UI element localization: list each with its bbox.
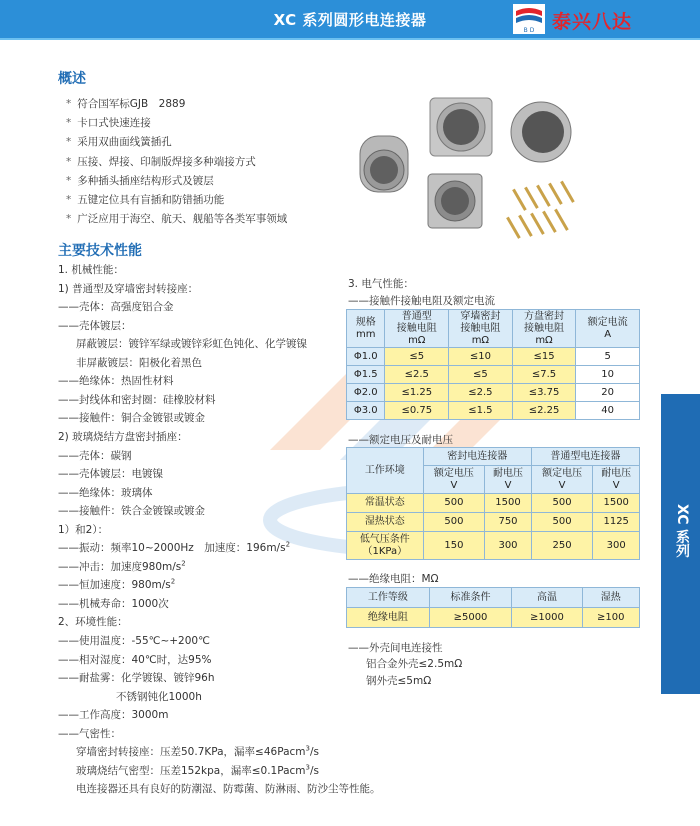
bullet-icon: * xyxy=(66,117,72,130)
spec-line: ——耐盐雾：化学镀镍、镀锌96h xyxy=(58,672,215,685)
overview-item-text: 五键定位具有盲插和防错插功能 xyxy=(77,194,225,206)
spec-line: ——机械寿命：1000次 xyxy=(58,597,169,610)
spec-line: ——冲击：加速度$980m/s^2$ xyxy=(58,559,186,573)
table-header-cell: 湿热 xyxy=(582,588,639,608)
spec-line: 电连接器还具有良好的防潮湿、防霉菌、防淋雨、防沙尘等性能。 xyxy=(76,783,381,796)
table-header-cell: 普通型 接触电阻 mΩ xyxy=(385,310,449,348)
aluminum-shell-line: 铝合金外壳≤2.5mΩ xyxy=(366,658,463,670)
table-cell: 1125 xyxy=(593,513,640,532)
table-cell: ≥1000 xyxy=(512,608,582,628)
table-cell: Φ2.0 xyxy=(347,384,385,402)
overview-item xyxy=(66,192,224,207)
spec-line: 1. 机械性能： xyxy=(58,264,124,276)
table-header-cell: 密封电连接器 xyxy=(423,448,531,466)
table-cell: ≤2.5 xyxy=(449,384,513,402)
overview-item-text: 压接、焊接、印制版焊接多种端接方式 xyxy=(77,155,256,168)
side-tab-label: XC 系列 xyxy=(674,504,690,558)
bullet-icon: * xyxy=(66,194,72,206)
bullet-icon: * xyxy=(66,213,72,226)
table-cell: ≤1.5 xyxy=(449,402,513,420)
table-cell: ≥5000 xyxy=(429,608,512,628)
table-header-cell: 穿墙密封 接触电阻 mΩ xyxy=(449,310,513,348)
overview-item xyxy=(66,211,287,226)
overview-item xyxy=(66,96,185,111)
spec-line: ——接触件：铁合金镀镍或镀金 xyxy=(58,505,205,518)
table-cell: ≤1.25 xyxy=(385,384,449,402)
company-logo xyxy=(512,3,546,35)
steel-shell-line: 钢外壳≤5mΩ xyxy=(366,675,432,687)
table-cell: 500 xyxy=(423,513,485,532)
spec-line: 2、环境性能： xyxy=(58,616,128,629)
table-cell: ≤15 xyxy=(512,348,576,366)
table-cell: ≤5 xyxy=(385,348,449,366)
table-cell: 10 xyxy=(576,366,640,384)
spec-line: ——使用温度：-55℃~+200℃ xyxy=(58,635,210,647)
spec-line: 穿墙密封转接座：压差50.7KPa，漏率≤46Pacm$^3$/s xyxy=(76,744,319,759)
spec-line: ——恒加速度：$980m/s^2$ xyxy=(58,577,176,592)
spec-line: 玻璃烧结气密型：压差152kpa，漏率≤0.1Pacm$^3$/s xyxy=(76,763,319,777)
table-cell: 1500 xyxy=(485,494,532,513)
overview-item-text: 卡口式快速连接 xyxy=(77,117,151,130)
spec-line: ——壳体：高强度铝合金 xyxy=(58,301,174,314)
table-header-cell: 方盘密封 接触电阻 mΩ xyxy=(512,310,576,348)
table-cell: 常温状态 xyxy=(347,494,424,513)
table-cell: 750 xyxy=(485,513,532,532)
page-title: XC 系列圆形电连接器 xyxy=(273,11,427,29)
product-photo xyxy=(350,88,590,263)
header-bar xyxy=(0,0,700,40)
table-header-cell: 额定电压 V xyxy=(531,466,593,494)
table-header-cell: 耐电压 V xyxy=(593,466,640,494)
spec-line: ——气密性： xyxy=(58,727,121,740)
voltage-heading: ——额定电压及耐电压 xyxy=(348,434,453,446)
shell-continuity-heading: ——外壳间电连接性 xyxy=(348,642,443,654)
table-cell: ≤5 xyxy=(449,366,513,384)
table-header-cell: 额定电流 A xyxy=(576,310,640,348)
table-cell: ≤2.5 xyxy=(385,366,449,384)
electrical-title: 3. 电气性能： xyxy=(348,278,414,290)
table-cell: 500 xyxy=(531,513,593,532)
overview-item xyxy=(66,115,151,130)
table-header-cell: 规格 mm xyxy=(347,310,385,348)
spec-line: ——绝缘体：热固性材料 xyxy=(58,375,174,388)
table-cell: ≤7.5 xyxy=(512,366,576,384)
table-cell: 40 xyxy=(576,402,640,420)
table-cell: 5 xyxy=(576,348,640,366)
overview-item-text: 广泛应用于海空、航天、舰船等各类军事领域 xyxy=(77,213,288,226)
table-header-cell: 高温 xyxy=(512,588,582,608)
spec-line: 2) 玻璃烧结方盘密封插座： xyxy=(58,430,188,443)
table-cell: ≤2.25 xyxy=(512,402,576,420)
spec-line: 非屏蔽镀层：阳极化着黑色 xyxy=(76,356,202,369)
spec-line: ——封线体和密封圈：硅橡胶材料 xyxy=(58,393,216,406)
bullet-icon: * xyxy=(66,98,72,110)
table-cell: Φ1.5 xyxy=(347,366,385,384)
overview-item xyxy=(66,154,256,169)
table-cell: 500 xyxy=(531,494,593,513)
spec-line: ——工作高度：3000m xyxy=(58,709,169,722)
side-tab xyxy=(661,394,700,694)
table-header-cell: 额定电压 V xyxy=(423,466,485,494)
spec-line: ——壳体镀层：电镀镍 xyxy=(58,468,163,481)
spec-line: ——相对湿度：40℃时，达95% xyxy=(58,653,212,666)
contact-resistance-table xyxy=(346,309,640,420)
specs-title: 主要技术性能 xyxy=(58,243,142,259)
spec-line: ——绝缘体：玻璃体 xyxy=(58,486,153,499)
overview-item-text: 符合国军标GJB 2889 xyxy=(77,98,186,110)
table-cell: ≤10 xyxy=(449,348,513,366)
table-header-cell: 耐电压 V xyxy=(485,466,532,494)
spec-line: ——壳体镀层： xyxy=(58,319,132,332)
table-cell: Φ3.0 xyxy=(347,402,385,420)
overview-item-text: 采用双曲面线簧插孔 xyxy=(77,136,172,149)
table-cell: 150 xyxy=(423,532,485,560)
bullet-icon: * xyxy=(66,174,72,187)
logo-text: B D xyxy=(523,27,535,34)
spec-line: 不锈钢钝化1000h xyxy=(116,690,202,703)
table-cell: 300 xyxy=(593,532,640,560)
table-header-cell: 普通型电连接器 xyxy=(531,448,639,466)
table-cell: 20 xyxy=(576,384,640,402)
table-cell: 低气压条件 （1KPa） xyxy=(347,532,424,560)
voltage-table xyxy=(346,447,640,560)
overview-item xyxy=(66,134,172,149)
contact-resistance-heading: ——接触件接触电阻及额定电流 xyxy=(348,295,495,307)
bullet-icon: * xyxy=(66,155,72,168)
spec-line: ——振动：频率10~2000Hz 加速度：$196m/s^2$ xyxy=(58,540,291,555)
table-header-cell: 工作等级 xyxy=(347,588,430,608)
insulation-table xyxy=(346,587,640,628)
overview-title: 概述 xyxy=(58,71,86,87)
overview-item xyxy=(66,173,214,188)
table-header-cell: 标准条件 xyxy=(429,588,512,608)
table-cell: Φ1.0 xyxy=(347,348,385,366)
table-cell: 绝缘电阻 xyxy=(347,608,430,628)
table-cell: 250 xyxy=(531,532,593,560)
table-cell: ≤3.75 xyxy=(512,384,576,402)
spec-line: ——壳体：碳钢 xyxy=(58,449,132,462)
table-cell: ≥100 xyxy=(582,608,639,628)
brand-name: 泰兴八达 xyxy=(552,11,633,33)
table-header-cell: 工作环境 xyxy=(347,448,424,494)
spec-line: 屏蔽镀层：镀锌军绿或镀锌彩虹色钝化、化学镀镍 xyxy=(76,338,307,351)
spec-line: ——接触件：铜合金镀银或镀金 xyxy=(58,412,205,425)
table-cell: 1500 xyxy=(593,494,640,513)
table-cell: ≤0.75 xyxy=(385,402,449,420)
spec-line: 1) 普通型及穿墙密封转接座： xyxy=(58,282,199,295)
table-cell: 500 xyxy=(423,494,485,513)
insulation-heading: ——绝缘电阻：MΩ xyxy=(348,573,439,585)
bullet-icon: * xyxy=(66,136,72,149)
table-cell: 湿热状态 xyxy=(347,513,424,532)
overview-item-text: 多种插头插座结构形式及镀层 xyxy=(77,174,214,187)
spec-line: 1）和2）： xyxy=(58,523,109,536)
table-cell: 300 xyxy=(485,532,532,560)
